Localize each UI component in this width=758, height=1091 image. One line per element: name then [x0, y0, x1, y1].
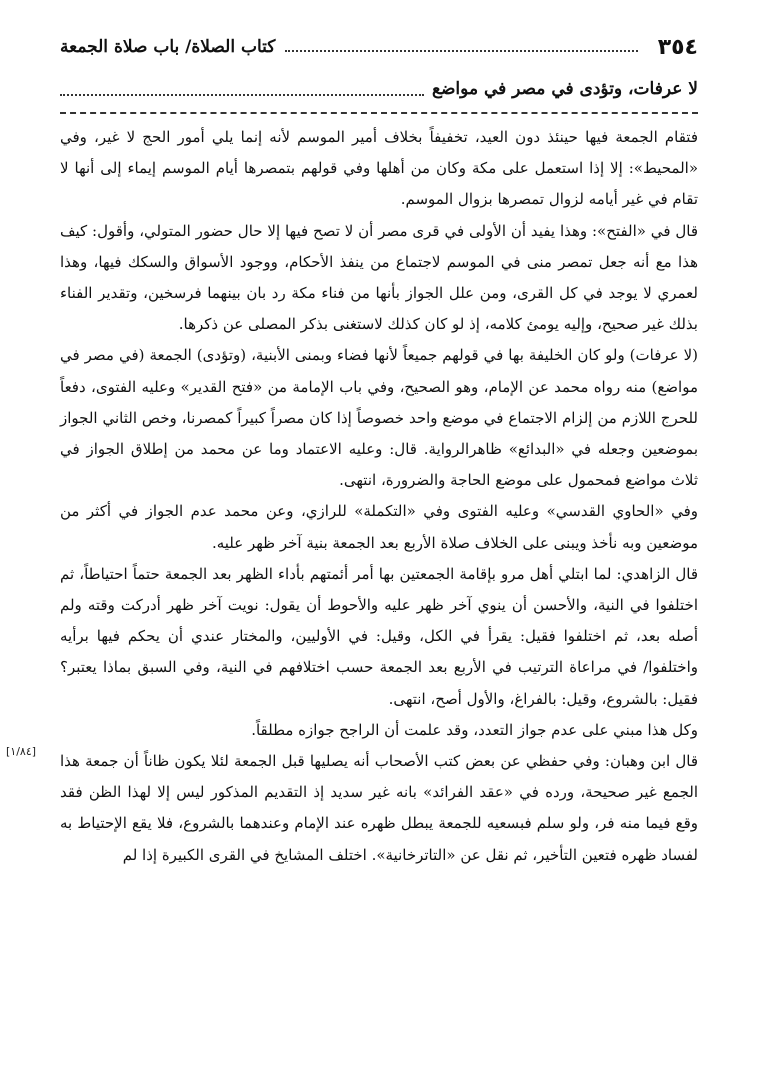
- paragraph: وكل هذا مبني على عدم جواز التعدد، وقد علمت أن الراجح جوازه مطلقاً.: [251, 720, 698, 739]
- topic-dotted-leader: [60, 94, 424, 96]
- paragraph: قال في «الفتح»: وهذا يفيد أن الأولى في قرى مصر أن لا تصح فيها إلا حال حضور المتولي، وأقول: كيف هذا مع أنه جعل تمصر منى في الموسم لاجتماع من ينفذ الأحكام، ووجود الأسواق والسكك فيها، وهذا لعمري لا يوجد في كل القرى، ومن علل الجواز بأنها من فناء مكة رد بان بينهما فرسخين، وتقدير الفناء بذلك غير صحيح، وإليه يومئ كلامه، إذ لو كان كذلك لاستغنى بذكر المصلى عن ذكرها.: [60, 221, 698, 334]
- topic-line: [60, 72, 698, 106]
- dashed-separator: [60, 112, 698, 114]
- paragraph: وفي «الحاوي القدسي» وعليه الفتوى وفي «التكملة» للرازي، وعن محمد عدم الجواز في أكثر من موضعين وبه نأخذ ويبنى على الخلاف صلاة الأربع بعد الجمعة بنية آخر ظهر عليه.: [60, 502, 698, 552]
- paragraph: (لا عرفات) ولو كان الخليفة بها في قولهم جميعاً لأنها فضاء وبمنى الأبنية، (وتؤدى) الجمعة (في مصر في مواضع) منه رواه محمد عن الإمام، وهو الصحيح، وفي باب الإمامة من «فتح القدير» وعليه الفتوى، دفعاً للحرج اللازم من إلزام الاجتماع في موضع واحد خصوصاً إذا كان مصراً كبيراً كمصرنا، وخص الثاني الجواز بموضعين وجعله في «البدائع» ظاهرالرواية. قال: وعليه الاعتماد وما عن محمد من إطلاق الجواز في ثلاث مواضع فمحمول على موضع الحاجة والضرورة، انتهى.: [60, 346, 698, 490]
- paragraph: قال ابن وهبان: وفي حفظي عن بعض كتب الأصحاب أنه يصليها قبل الجمعة لئلا يكون ظاناً أن جمعة هذا الجمع غير صحيحة، ورده في «عقد الفرائد» بانه غير سديد إذ التقديم المذكور ليس إلا لهذا الظن فقد وقع فيما منه فر، ولو سلم فبسعيه للجمعة يبطل ظهره عند الإمام وعندهما بالشروع، فلا يقع الإحتياط به لفساد ظهره فتعين التأخير، ثم نقل عن «التاترخانية». اختلف المشايخ في القرى الكبيرة إذا لم: [60, 752, 698, 864]
- running-title: كتاب الصلاة/ باب صلاة الجمعة: [60, 37, 276, 57]
- margin-reference: [١/٨٤]: [6, 745, 37, 758]
- header-dotted-leader: [285, 50, 637, 52]
- commentary-body: [60, 122, 698, 871]
- paragraph: قال الزاهدي: لما ابتلي أهل مرو بإقامة الجمعتين بها أمر أئمتهم بأداء الظهر بعد الجمعة حتماً احتياطاً، ثم اختلفوا في النية، والأحسن أن ينوي آخر ظهر عليه والأحوط أن يقول: نويت آخر ظهر أدركت وقته ولم أصله بعد، ثم اختلفوا فقيل: يقرأ في الكل، وقيل: في الأوليين، والمختار عندي أن يحكم فيها برأيه واختلفوا/ في مراعاة الترتيب في الأربع بعد الجمعة حسب اختلافهم في النية، وفي السبق بماذا يعتبر؟ فقيل: بالشروع، وقيل: بالفراغ، والأول أصح، انتهى.: [60, 564, 698, 708]
- page-number: ٣٥٤: [657, 34, 698, 60]
- running-header: [60, 30, 698, 64]
- paragraph: فتقام الجمعة فيها حينئذ دون العيد، تخفيفاً بخلاف أمير الموسم لأنه إنما يلي أمور الحج لا غير، وفي «المحيط»: إلا إذا استعمل على مكة وكان من أهلها وفي قولهم بتمصرها أيام الموسم إيماء إلى أنها لا تقام في غير أيامه لزوال تمصرها بزوال الموسم.: [60, 128, 698, 209]
- topic-text: لا عرفات، وتؤدى في مصر في مواضع: [431, 79, 698, 99]
